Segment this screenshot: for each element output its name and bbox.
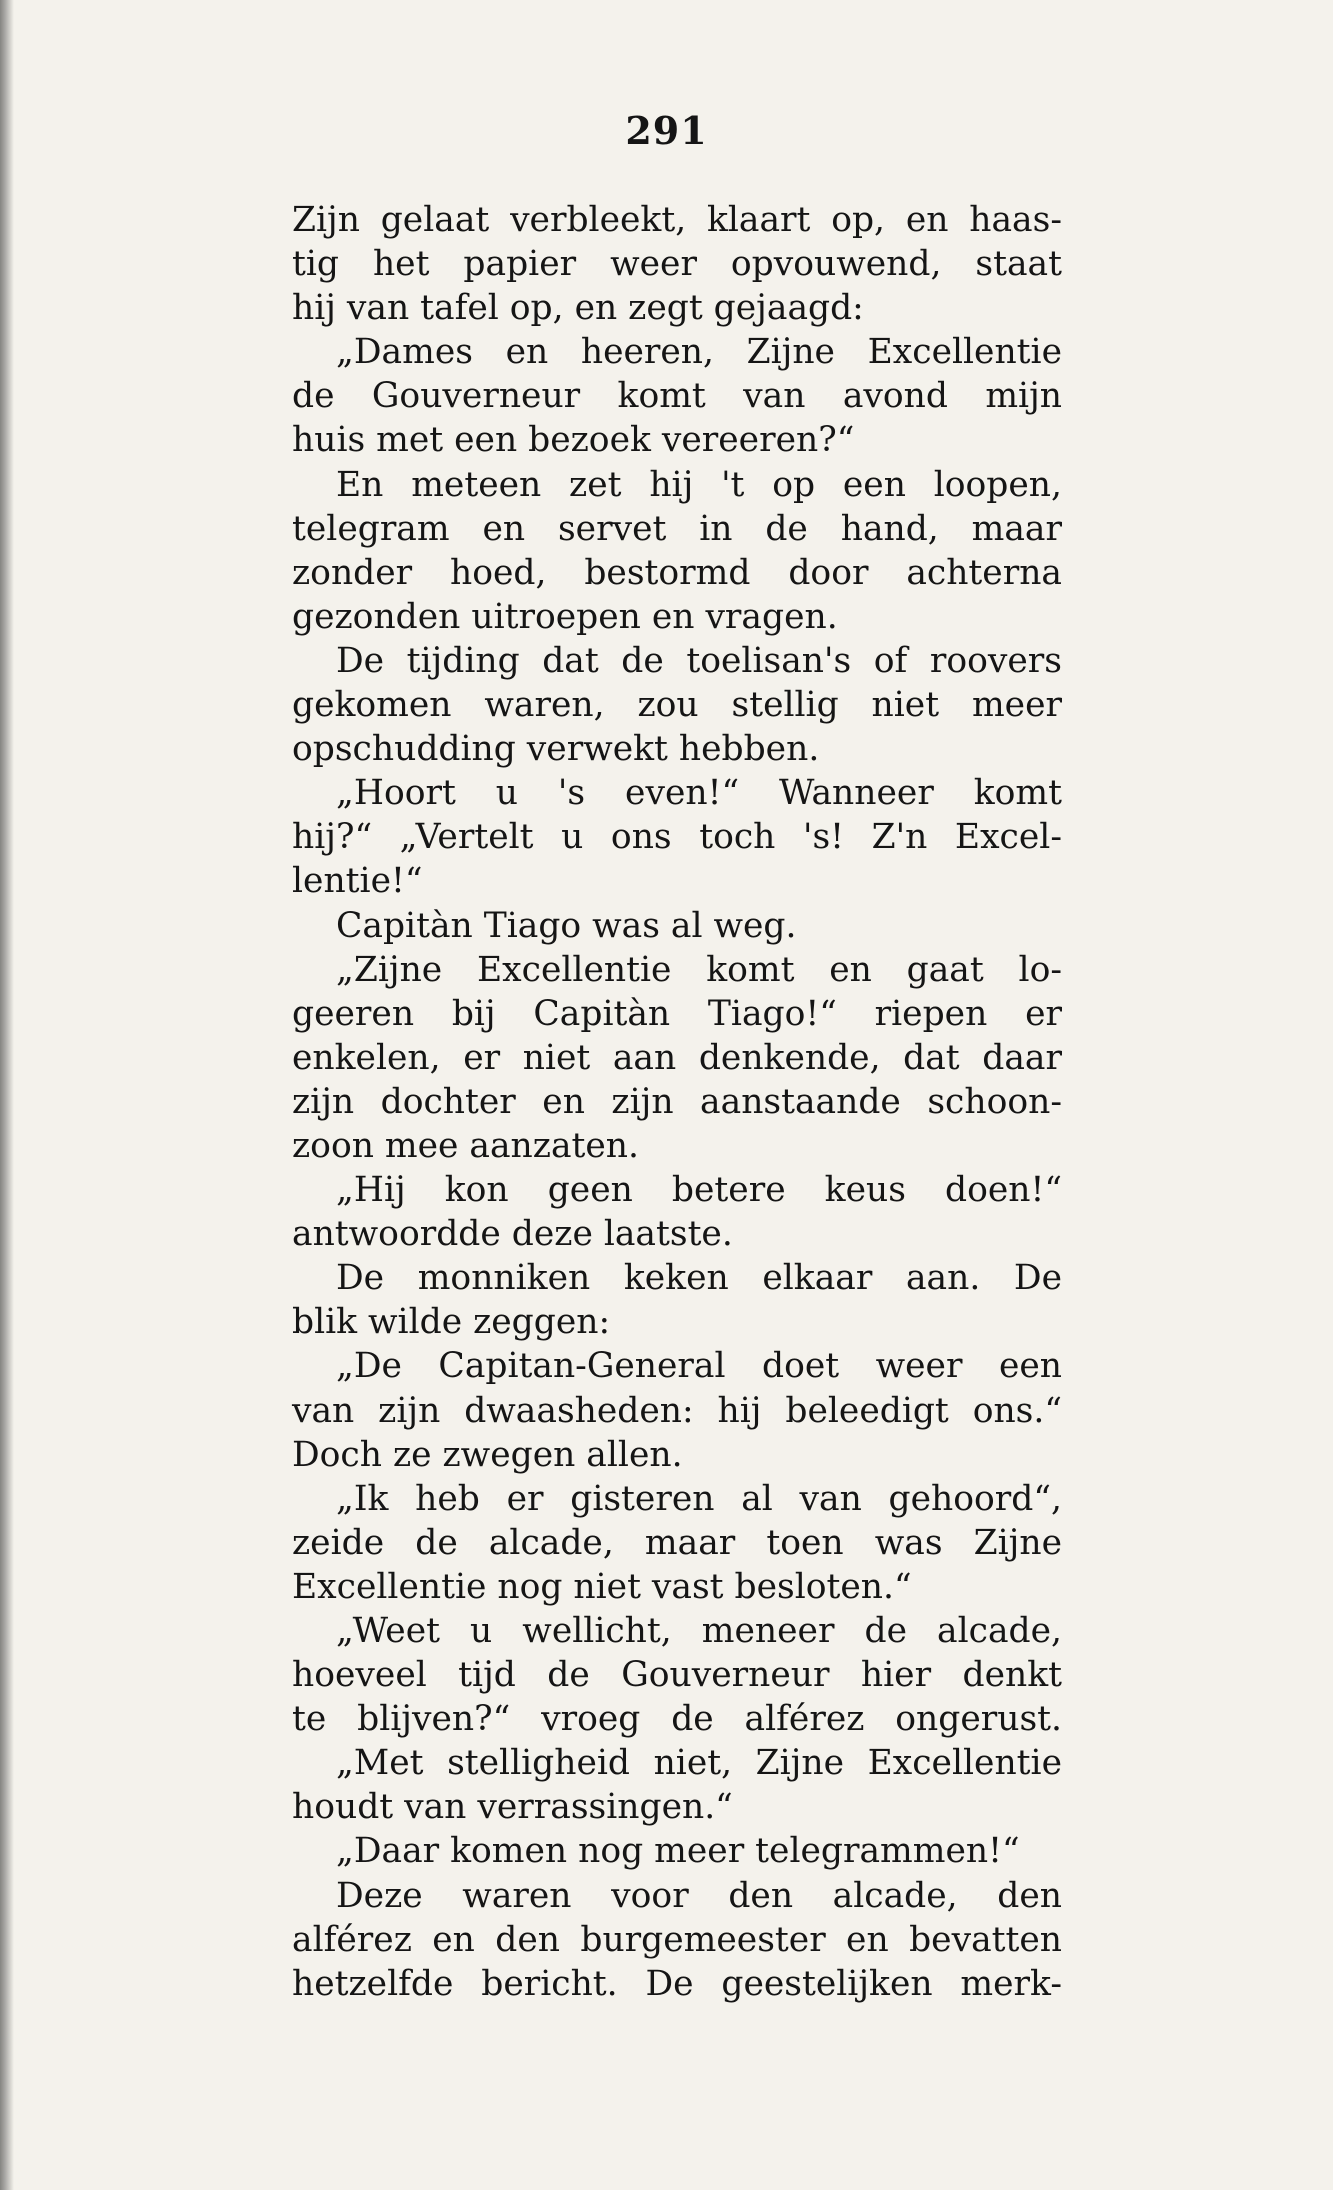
text-line: zonder hoed, bestormd door achterna <box>292 552 1062 593</box>
text-line: „De Capitan-General doet weer een <box>336 1346 1062 1387</box>
text-line: De tijding dat de toelisan's of roovers <box>336 640 1062 681</box>
text-line: „Hij kon geen betere keus doen!“ <box>336 1170 1062 1211</box>
text-line: gekomen waren, zou stellig niet meer <box>292 685 1062 726</box>
text-line: Zijn gelaat verbleekt, klaart op, en haas- <box>292 200 1062 240</box>
text-line: „Zijne Excellentie komt en gaat lo- <box>336 949 1062 990</box>
text-line: te blijven?“ vroeg de alférez ongerust. <box>292 1699 1062 1740</box>
text-line: En meteen zet hij 't op een loopen, <box>336 464 1062 505</box>
text-line: „Hoort u 's even!“ Wanneer komt <box>336 773 1062 814</box>
text-line: „Met stelligheid niet, Zijne Excellentie <box>336 1743 1062 1784</box>
text-line: Excellentie nog niet vast besloten.“ <box>292 1566 912 1607</box>
text-line: tig het papier weer opvouwend, staat <box>292 244 1062 285</box>
page-number: 291 <box>625 108 708 153</box>
text-line: van zijn dwaasheden: hij beleedigt ons.“ <box>292 1390 1062 1431</box>
text-line: antwoordde deze laatste. <box>292 1214 733 1255</box>
text-line: opschudding verwekt hebben. <box>292 729 820 770</box>
text-line: de Gouverneur komt van avond mijn <box>292 376 1062 417</box>
text-line: telegram en servet in de hand, maar <box>292 508 1062 549</box>
text-line: hoeveel tijd de Gouverneur hier denkt <box>292 1655 1062 1696</box>
text-line: hij van tafel op, en zegt gejaagd: <box>292 288 864 329</box>
text-line: lentie!“ <box>292 861 423 902</box>
text-line: alférez en den burgemeester en bevatten <box>292 1919 1062 1960</box>
text-line: „Ik heb er gisteren al van gehoord“, <box>336 1478 1062 1519</box>
text-line: „Daar komen nog meer telegrammen!“ <box>336 1831 1020 1872</box>
text-line: Deze waren voor den alcade, den <box>336 1875 1062 1916</box>
text-line: „Weet u wellicht, meneer de alcade, <box>336 1611 1062 1651</box>
scanned-page-edge <box>0 0 14 2190</box>
text-line: Capitàn Tiago was al weg. <box>336 905 797 946</box>
text-line: huis met een bezoek vereeren?“ <box>292 420 855 461</box>
text-line: houdt van verrassingen.“ <box>292 1787 733 1828</box>
body-text <box>292 198 1062 2006</box>
text-line: gezonden uitroepen en vragen. <box>292 596 838 637</box>
text-line: zoon mee aanzaten. <box>292 1125 639 1166</box>
text-line: hij?“ „Vertelt u ons toch 's! Z'n Excel- <box>292 817 1062 858</box>
text-line: blik wilde zeggen: <box>292 1302 611 1343</box>
text-line: enkelen, er niet aan denkende, dat daar <box>292 1037 1062 1078</box>
text-line: „Dames en heeren, Zijne Excellentie <box>336 332 1062 373</box>
text-line: De monniken keken elkaar aan. De <box>336 1258 1062 1299</box>
text-line: zeide de alcade, maar toen was Zijne <box>292 1522 1062 1563</box>
text-line: Doch ze zwegen allen. <box>292 1434 683 1475</box>
text-line: hetzelfde bericht. De geestelijken merk- <box>292 1963 1062 2004</box>
text-line: zijn dochter en zijn aanstaande schoon- <box>292 1081 1062 1122</box>
text-line: geeren bij Capitàn Tiago!“ riepen er <box>292 993 1062 1034</box>
